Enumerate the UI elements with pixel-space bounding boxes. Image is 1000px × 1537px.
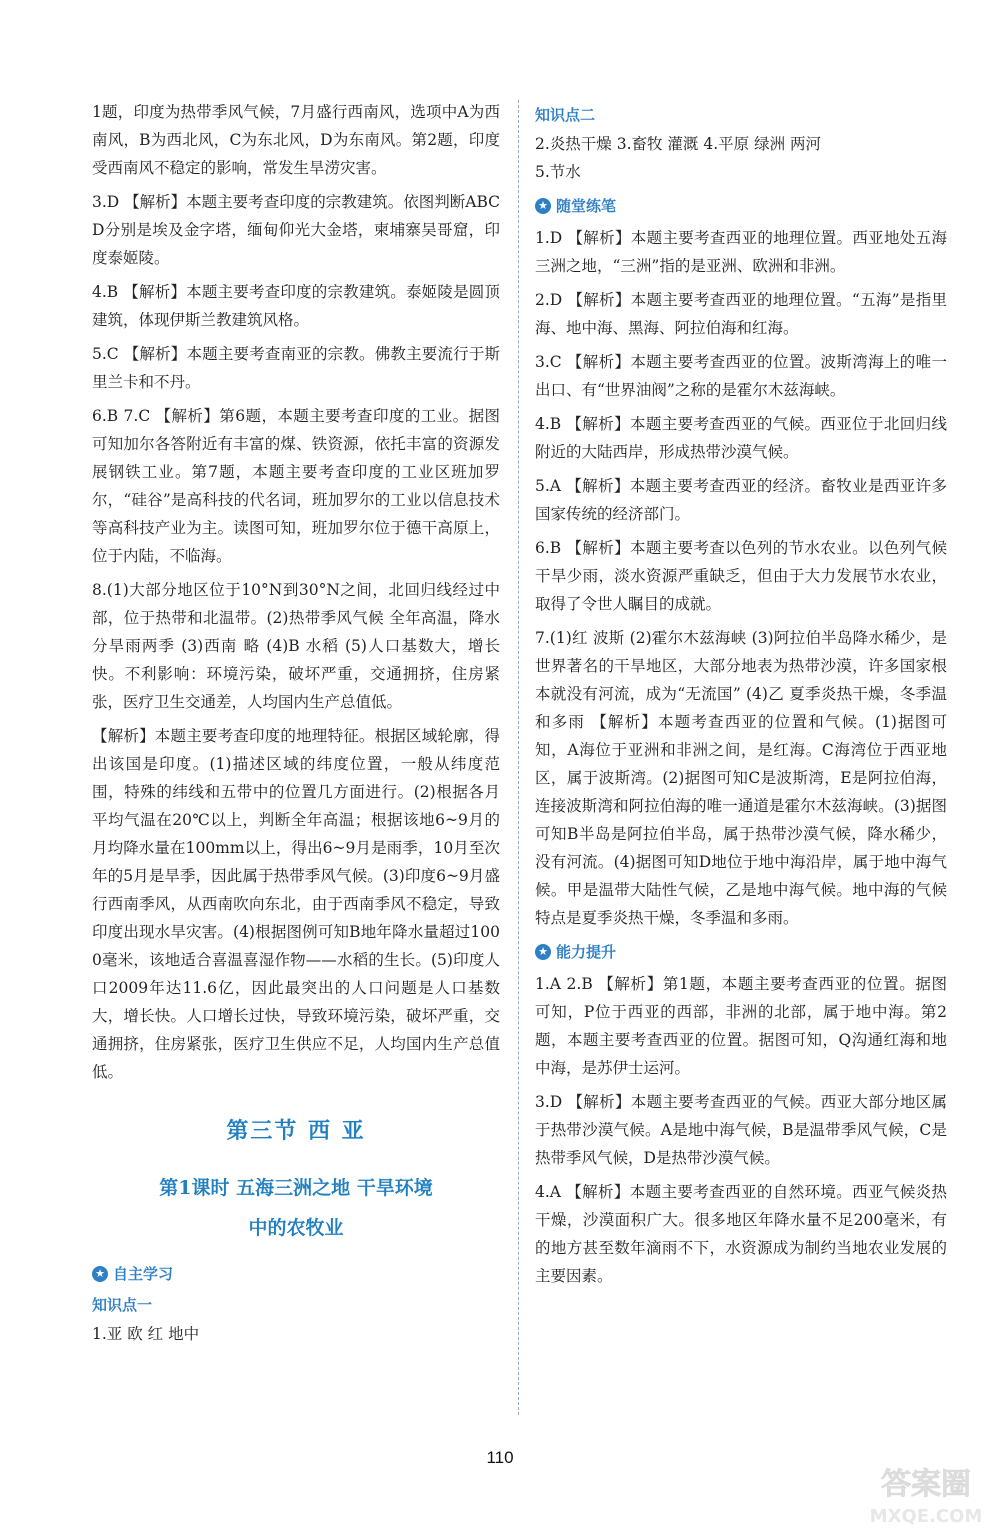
lesson-title-line1: 第1课时 五海三洲之地 干旱环境 bbox=[159, 1177, 433, 1199]
chapter-title: 第三节 西 亚 bbox=[226, 1118, 366, 1144]
answer-paragraph: 3.D 【解析】本题主要考查印度的宗教建筑。依图判断ABCD分别是埃及金字塔，缅甸仰光大金塔，柬埔寨吴哥窟，印度泰姬陵。 bbox=[92, 193, 500, 267]
section-label: 随堂练笔 bbox=[556, 197, 617, 215]
column-divider bbox=[518, 100, 519, 1415]
answer-paragraph: 1.A 2.B 【解析】第1题，本题主要考查西亚的位置。据图可知，P位于西亚的西部，非洲的北部，属于地中海。第2题，本题主要考查西亚的位置。据图可知，Q沟通红海和地中海，是苏伊士运河。 bbox=[535, 975, 947, 1077]
answer-paragraph: 6.B 【解析】本题主要考查以色列的节水农业。以色列气候干旱少雨，淡水资源严重缺乏，但由于大力发展节水农业，取得了令世人瞩目的成就。 bbox=[535, 539, 947, 613]
answer-paragraph: 3.D 【解析】本题主要考查西亚的气候。西亚大部分地区属于热带沙漠气候。A是地中海气候，B是温带季风气候，C是热带季风气候，D是热带沙漠气候。 bbox=[535, 1093, 947, 1167]
section-label: 能力提升 bbox=[556, 943, 617, 961]
section-label: 自主学习 bbox=[113, 1265, 174, 1283]
section-heading-self-study bbox=[92, 1260, 500, 1288]
watermark-text: 答案圈 bbox=[881, 1467, 971, 1502]
answer-paragraph: 5.C 【解析】本题主要考查南亚的宗教。佛教主要流行于斯里兰卡和不丹。 bbox=[92, 345, 500, 391]
answer-paragraph: 【解析】本题主要考查印度的地理特征。根据区域轮廓，得出该国是印度。(1)描述区域的纬度位置，一般从纬度范围，特殊的纬线和五带中的位置几方面进行。(2)根据各月平均气温在20℃以上，判断全年高温；根据该地6~9月的月均降水量在100mm以上，得出6~9月是雨季，10月至次年的5月是旱季，因此属于热带季风气候。(3)印度6~9月盛行西南季风，从西南吹向东北，由于西南季风不稳定，导致印度出现水旱灾害。(4)根据图例可知B地年降水量超过1000毫米，该地适合喜温喜湿作物——水稻的生长。(5)印度人口2009年达11.6亿，因此最突出的人口问题是人口基数大，增长快。人口增长过快，导致环境污染，破坏严重，交通拥挤，住房紧张，医疗卫生供应不足，人均国内生产总值低。 bbox=[92, 727, 500, 1081]
right-column bbox=[535, 98, 947, 1296]
knowledge-point-answer: 2.炎热干燥 3.畜牧 灌溉 4.平原 绿洲 两河 bbox=[535, 135, 822, 153]
answer-paragraph: 6.B 7.C 【解析】第6题，本题主要考查印度的工业。据图可知加尔各答附近有丰富的煤、铁资源，依托丰富的资源发展钢铁工业。第7题，本题主要考查印度的工业区班加罗尔，“硅谷”是高科技的代名词，班加罗尔的工业以信息技术等高科技产业为主。读图可知，班加罗尔位于德干高原上，位于内陆，不临海。 bbox=[92, 407, 500, 565]
answer-paragraph: 3.C 【解析】本题主要考查西亚的位置。波斯湾海上的唯一出口、有“世界油阀”之称的是霍尔木兹海峡。 bbox=[535, 353, 947, 399]
watermark-url: MXQE.COM bbox=[869, 1506, 983, 1527]
star-icon: ★ bbox=[535, 944, 551, 960]
answer-paragraph: 4.B 【解析】本题主要考查西亚的气候。西亚位于北回归线附近的大陆西岸，形成热带沙漠气候。 bbox=[535, 415, 947, 461]
answer-paragraph: 4.B 【解析】本题主要考查印度的宗教建筑。泰姬陵是圆顶建筑，体现伊斯兰教建筑风格。 bbox=[92, 283, 500, 329]
answer-paragraph: 5.A 【解析】本题主要考查西亚的经济。畜牧业是西亚许多国家传统的经济部门。 bbox=[535, 477, 947, 523]
watermark-logo bbox=[866, 1454, 986, 1529]
star-icon: ★ bbox=[535, 198, 551, 214]
answer-paragraph: 2.D 【解析】本题主要考查西亚的地理位置。“五海”是指里海、地中海、黑海、阿拉伯海和红海。 bbox=[535, 291, 947, 337]
answer-paragraph: 4.A 【解析】本题主要考查西亚的自然环境。西亚气候炎热干燥，沙漠面积广大。很多地区年降水量不足200毫米，有的地方甚至数年滴雨不下，水资源成为制约当地农业发展的主要因素。 bbox=[535, 1183, 947, 1285]
answer-paragraph: 1题，印度为热带季风气候，7月盛行西南风，选项中A为西南风，B为西北风，C为东北风，D为东南风。第2题，印度受西南风不稳定的影响，常发生旱涝灾害。 bbox=[92, 103, 500, 177]
knowledge-point-title: 知识点一 bbox=[92, 1296, 153, 1314]
answer-paragraph: 7.(1)红 波斯 (2)霍尔木兹海峡 (3)阿拉伯半岛降水稀少，是世界著名的干旱地区，大部分地表为热带沙漠，许多国家根本就没有河流，成为“无流国” (4)乙 夏季炎热干燥，冬季温和多雨 【解析】本题考查西亚的位置和气候。(1)据图可知，A海位于亚洲和非洲之间，是红海。C海湾位于西亚地区，属于波斯湾。(2)据图可知C是波斯湾，E是阿拉伯海，连接波斯湾和阿拉伯海的唯一通道是霍尔木兹海峡。(3)据图可知B半岛是阿拉伯半岛，属于热带沙漠气候，降水稀少，没有河流。(4)据图可知D地位于地中海沿岸，属于地中海气候。甲是温带大陆性气候，乙是地中海气候。地中海的气候特点是夏季炎热干燥，冬季温和多雨。 bbox=[535, 629, 947, 927]
knowledge-point-answer: 1.亚 欧 红 地中 bbox=[92, 1325, 200, 1343]
knowledge-point-answer: 5.节水 bbox=[535, 163, 581, 181]
lesson-title-line2: 中的农牧业 bbox=[248, 1217, 344, 1239]
section-heading-ability bbox=[535, 938, 947, 966]
answer-paragraph: 8.(1)大部分地区位于10°N到30°N之间，北回归线经过中部，位于热带和北温带。(2)热带季风气候 全年高温，降水分旱雨两季 (3)西南 略 (4)B 水稻 (5)人口基数大，增长快。不利影响：环境污染，破坏严重，交通拥挤，住房紧张，医疗卫生交通差，人均国内生产总值低。 bbox=[92, 581, 500, 711]
left-column bbox=[92, 98, 500, 1354]
star-icon: ★ bbox=[92, 1266, 108, 1282]
lesson-title bbox=[92, 1168, 500, 1248]
knowledge-point-title: 知识点二 bbox=[535, 106, 596, 124]
section-heading-practice bbox=[535, 192, 947, 220]
answer-paragraph: 1.D 【解析】本题主要考查西亚的地理位置。西亚地处五海三洲之地，“三洲”指的是亚洲、欧洲和非洲。 bbox=[535, 229, 947, 275]
page-number: 110 bbox=[486, 1448, 514, 1467]
